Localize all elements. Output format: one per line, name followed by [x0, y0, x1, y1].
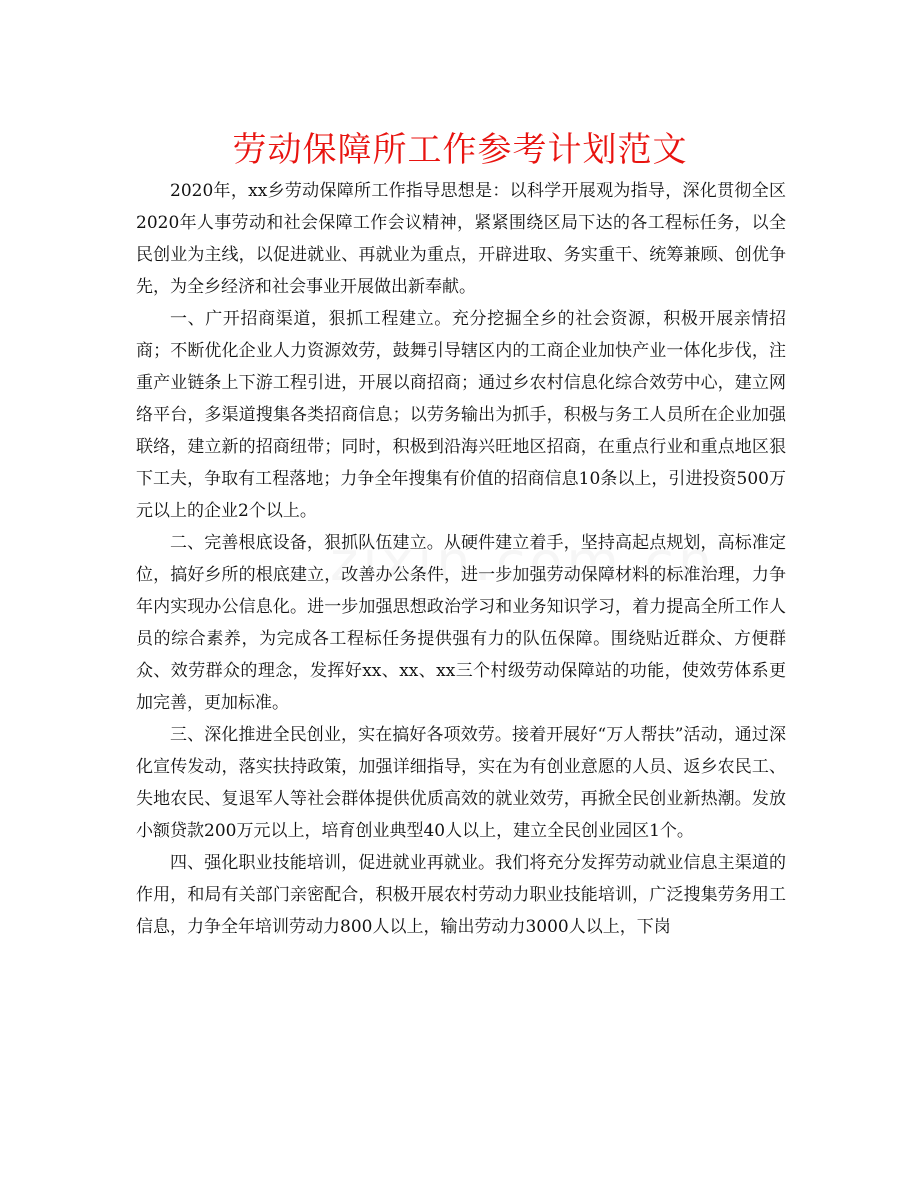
paragraph-intro: 2020年，xx乡劳动保障所工作指导思想是：以科学开展观为指导，深化贯彻全区2020年人事劳动和社会保障工作会议精神，紧紧围绕区局下达的各工程标任务，以全民创业为主线，以促进就业、再就业为重点，开辟进取、务实重干、统筹兼顾、创优争先，为全乡经济和社会事业开展做出新奉献。 — [136, 181, 786, 297]
paragraph-section-4: 四、强化职业技能培训，促进就业再就业。我们将充分发挥劳动就业信息主渠道的作用，和局有关部门亲密配合，积极开展农村劳动力职业技能培训，广泛搜集劳务用工信息，力争全年培训劳动力800人以上，输出劳动力3000人以上，下岗 — [136, 853, 786, 937]
paragraph-section-3: 三、深化推进全民创业，实在搞好各项效劳。接着开展好“万人帮扶”活动，通过深化宣传发动，落实扶持政策，加强详细指导，实在为有创业意愿的人员、返乡农民工、失地农民、复退军人等社会群体提供优质高效的就业效劳，再掀全民创业新热潮。发放小额贷款200万元以上，培育创业典型40人以上，建立全民创业园区1个。 — [136, 725, 786, 841]
paragraph-section-2: 二、完善根底设备，狠抓队伍建立。从硬件建立着手，坚持高起点规划，高标准定位，搞好乡所的根底建立，改善办公条件，进一步加强劳动保障材料的标准治理，力争年内实现办公信息化。进一步加强思想政治学习和业务知识学习，着力提高全所工作人员的综合素养，为完成各工程标任务提供强有力的队伍保障。围绕贴近群众、方便群众、效劳群众的理念，发挥好xx、xx、xx三个村级劳动保障站的功能，使效劳体系更加完善，更加标准。 — [136, 533, 786, 713]
document-title: 劳动保障所工作参考计划范文 — [232, 130, 688, 170]
document-body — [136, 175, 786, 943]
paragraph-section-1: 一、广开招商渠道，狠抓工程建立。充分挖掘全乡的社会资源，积极开展亲情招商；不断优化企业人力资源效劳，鼓舞引导辖区内的工商企业加快产业一体化步伐，注重产业链条上下游工程引进，开展以商招商；通过乡农村信息化综合效劳中心，建立网络平台，多渠道搜集各类招商信息；以劳务输出为抓手，积极与务工人员所在企业加强联络，建立新的招商纽带；同时，积极到沿海兴旺地区招商，在重点行业和重点地区狠下工夫，争取有工程落地；力争全年搜集有价值的招商信息10条以上，引进投资500万元以上的企业2个以上。 — [136, 309, 786, 521]
